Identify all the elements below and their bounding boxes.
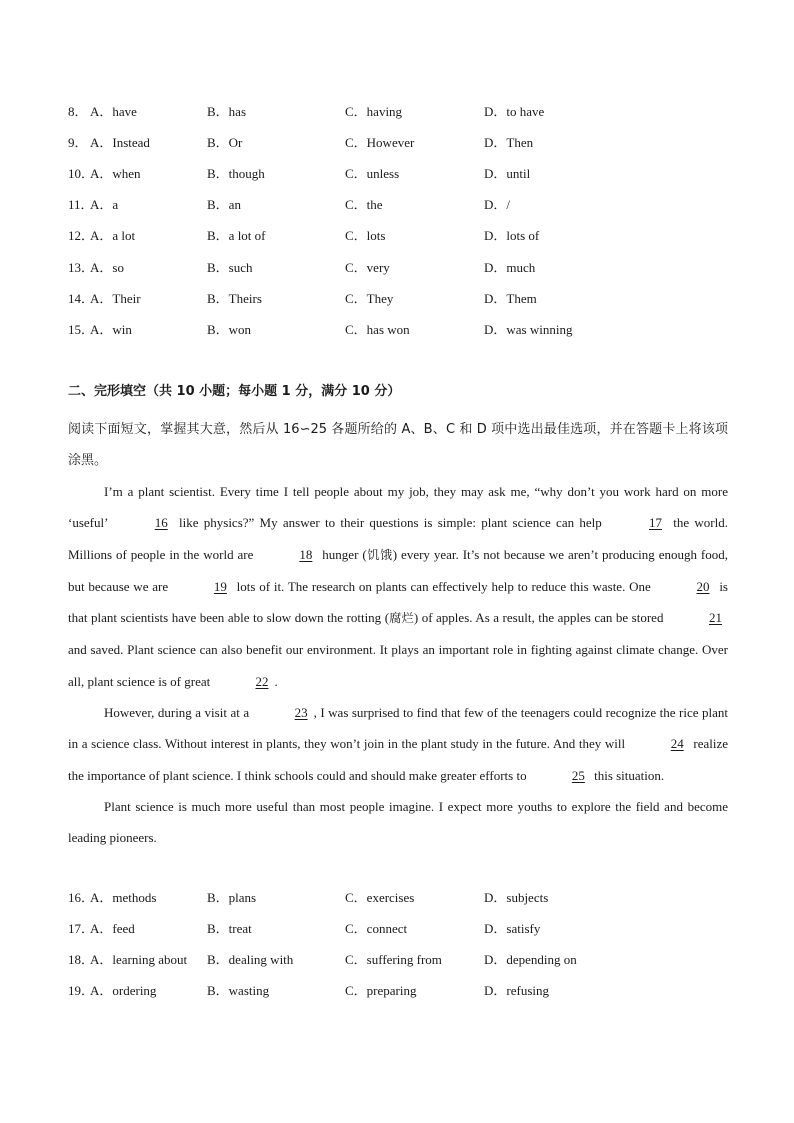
question-row [68, 258, 728, 278]
option-a: A．learning about [90, 952, 188, 968]
option-b: B．an [207, 197, 241, 213]
option-a: A．have [90, 104, 137, 119]
option-b: B．wasting [207, 983, 270, 999]
option-d: D．Then [484, 135, 534, 151]
question-number: 13． [68, 259, 95, 275]
blank-17: 17 [649, 515, 662, 531]
passage-text: and saved. Plant science can also benefit our environment. It plays an important role in fighting against climate change. Over all, plant science is of great [68, 642, 728, 689]
question-row [68, 950, 728, 970]
option-b: B．dealing with [207, 952, 294, 968]
passage-text: hunger ( [318, 546, 367, 562]
blank-20: 20 [696, 578, 710, 594]
option-c: C．unless [345, 166, 400, 182]
option-b: B．won [207, 321, 252, 337]
option-c: C．However [345, 135, 415, 151]
option-a: A．a lot [90, 228, 136, 244]
question-number: 11． [68, 197, 94, 213]
question-number: 14． [68, 290, 95, 306]
blank-25: 25 [571, 767, 585, 783]
question-number: 15． [68, 321, 95, 337]
option-b: B．a lot of [207, 228, 266, 244]
option-c: C．the [345, 197, 383, 213]
option-d: D．satisfy [484, 921, 541, 937]
option-c: C．exercises [345, 890, 415, 905]
blank-23: 23 [294, 705, 308, 721]
question-number: 16． [68, 890, 95, 905]
question-row [68, 289, 728, 309]
question-number: 19． [68, 983, 95, 999]
question-row [68, 102, 728, 122]
question-number: 8． [68, 104, 88, 119]
question-number: 12． [68, 228, 95, 244]
option-d: D．refusing [484, 983, 549, 999]
question-row [68, 888, 728, 908]
question-number: 9． [68, 135, 88, 151]
blank-19: 19 [213, 578, 227, 594]
option-a: A．Their [90, 290, 141, 306]
chinese-gloss: 腐烂 [389, 611, 414, 626]
option-c: C．preparing [345, 983, 417, 999]
option-a: A．feed [90, 921, 135, 937]
blank-22: 22 [255, 673, 269, 689]
option-a: A．a [90, 197, 119, 213]
option-b: B．Theirs [207, 290, 262, 306]
passage-text: , I was surprised to find that few of the teenagers could recognize the rice plant in a science class. Without interest in plants, they won’t join in the plant study in the future. And they will [68, 705, 728, 752]
blank-18: 18 [299, 546, 313, 562]
chinese-gloss: 饥饿 [366, 547, 393, 562]
cloze-passage [68, 476, 728, 854]
option-d: D．Them [484, 290, 537, 306]
passage-paragraph-1 [68, 476, 728, 697]
option-b: B．though [207, 166, 265, 182]
blank-16: 16 [154, 515, 168, 531]
passage-text: the world. Millions of people in the world are [68, 515, 728, 562]
blank-21: 21 [708, 610, 722, 626]
section-title: 二、完形填空（共 10 小题；每小题 1 分，满分 10 分） [68, 384, 401, 399]
option-a: A．so [90, 259, 124, 275]
passage-text: . [274, 673, 278, 689]
passage-text: I’m a plant scientist. Every time I tell people about my job, they may ask me, “why don’t you work hard on more ‘useful’ [68, 484, 728, 531]
option-b: B．plans [207, 890, 257, 905]
passage-text: ) of apples. As a result, the apples can be stored [413, 610, 667, 626]
blank-24: 24 [670, 736, 684, 752]
option-d: D．much [484, 259, 536, 275]
option-d: D．was winning [484, 321, 573, 337]
option-b: B．such [207, 259, 253, 275]
question-row [68, 195, 728, 215]
option-a: A．when [90, 166, 141, 182]
option-a: A．Instead [90, 135, 150, 151]
option-d: D．until [484, 166, 531, 182]
option-c: C．suffering from [345, 952, 442, 968]
option-c: C．connect [345, 921, 408, 937]
option-c: C．lots [345, 228, 386, 244]
option-a: A．methods [90, 890, 157, 905]
option-b: B．treat [207, 921, 252, 937]
option-d: D．lots of [484, 228, 540, 244]
option-c: C．They [345, 290, 394, 306]
passage-text: However, during a visit at a [104, 705, 253, 721]
option-a: A．ordering [90, 983, 157, 999]
option-d: D．/ [484, 197, 511, 213]
passage-paragraph-2 [68, 697, 728, 791]
option-b: B．has [207, 104, 247, 119]
section-instructions: 阅读下面短文，掌握其大意，然后从 16∽25 各题所给的 A、B、C 和 D 项中选出最佳选项，并在答题卡上将该项涂黑。 [68, 422, 728, 468]
passage-text: realize the importance of plant science. I think schools could and should make greater efforts to [68, 736, 728, 783]
question-row [68, 133, 728, 153]
passage-text: ) every year. It’s not because we aren’t producing enough food, but because we are [68, 546, 728, 594]
option-c: C．having [345, 104, 403, 119]
question-number: 18． [68, 952, 95, 968]
question-number: 17． [68, 921, 95, 937]
passage-paragraph-3: Plant science is much more useful than most people imagine. I expect more youths to explore the field and become leading pioneers. [68, 798, 728, 846]
question-row [68, 919, 728, 939]
passage-text: this situation. [590, 767, 665, 783]
option-d: D．depending on [484, 952, 577, 968]
option-c: C．has won [345, 321, 410, 337]
question-row [68, 981, 728, 1001]
option-b: B．Or [207, 135, 243, 151]
question-row [68, 320, 728, 340]
option-a: A．win [90, 321, 132, 337]
option-d: D．to have [484, 104, 545, 119]
question-row [68, 164, 728, 184]
passage-text: lots of it. The research on plants can effectively help to reduce this waste. One [232, 578, 655, 594]
question-number: 10． [68, 166, 95, 182]
option-c: C．very [345, 259, 390, 275]
question-row [68, 226, 728, 246]
option-d: D．subjects [484, 890, 549, 905]
passage-text: like physics?” My answer to their questions is simple: plant science can help [173, 515, 607, 531]
passage-text: is that plant scientists have been able to slow down the rotting ( [68, 578, 728, 626]
